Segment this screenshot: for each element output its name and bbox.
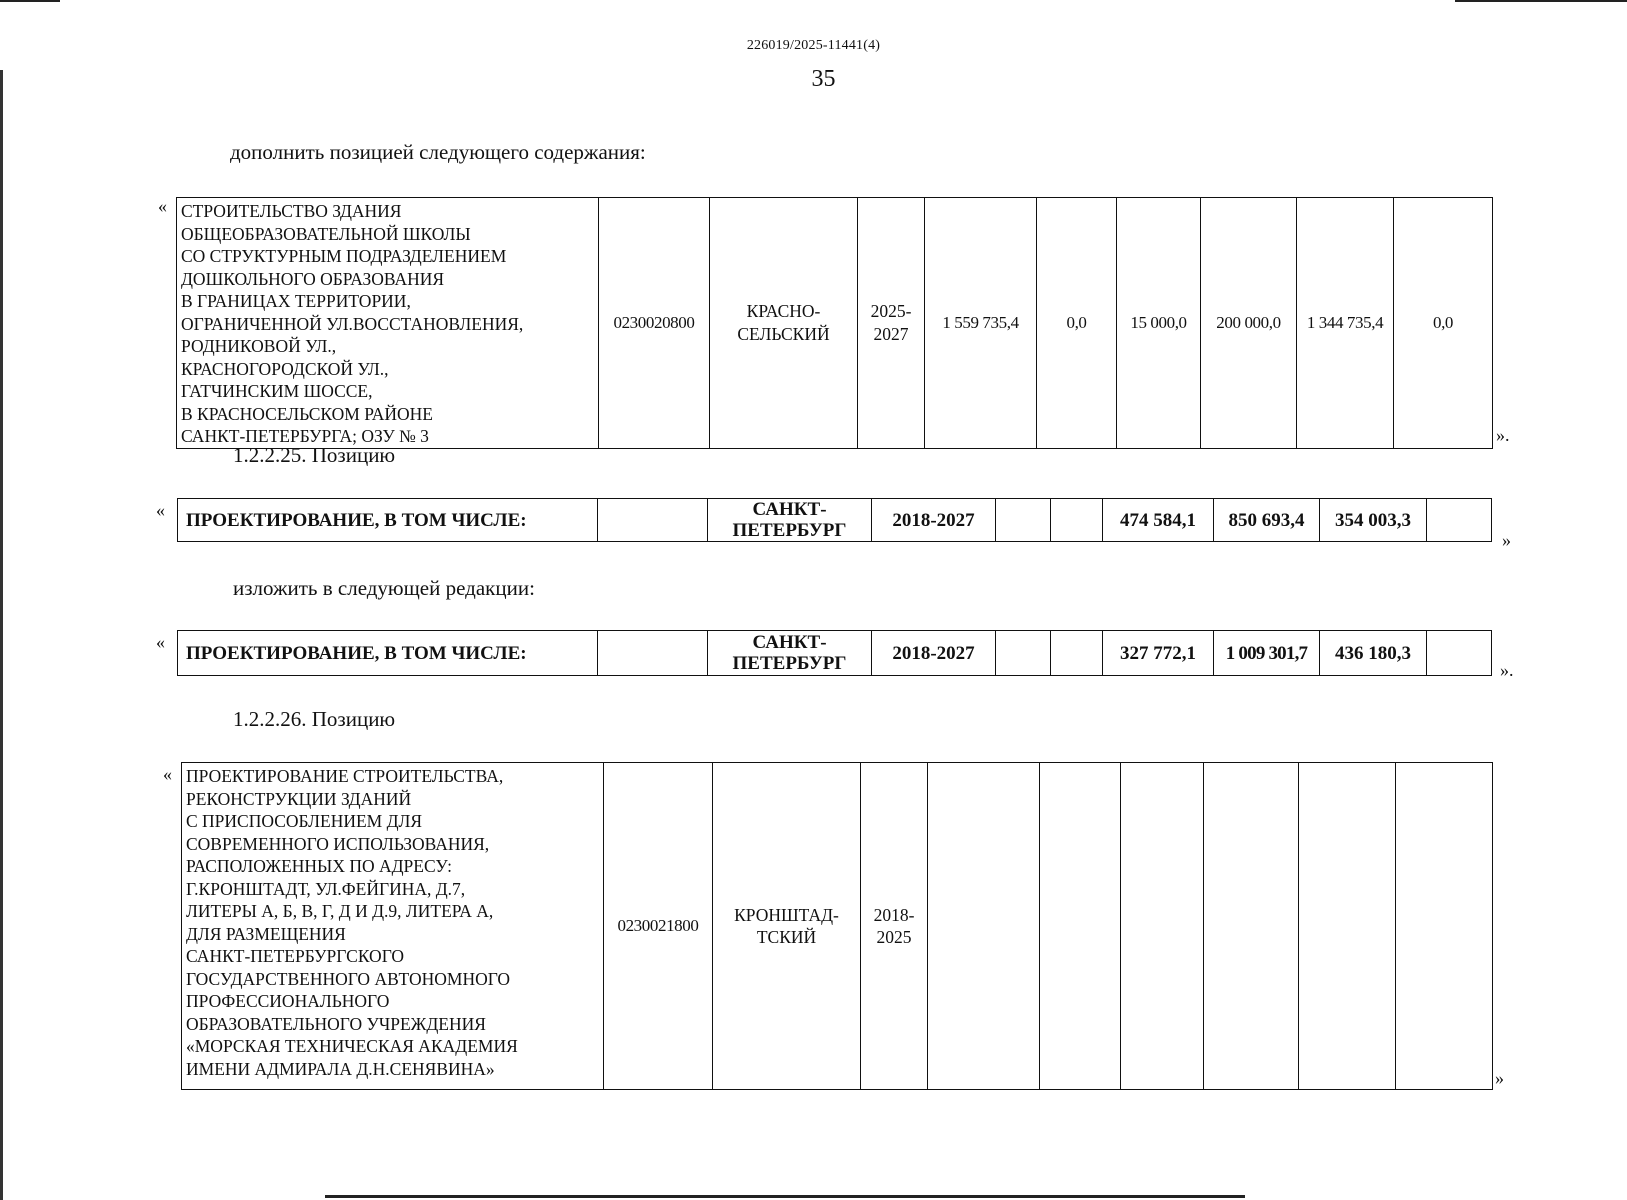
- cell-object-name: СТРОИТЕЛЬСТВО ЗДАНИЯ ОБЩЕОБРАЗОВАТЕЛЬНОЙ ШКОЛЫ СО СТРУКТУРНЫМ ПОДРАЗДЕЛЕНИЕМ ДОШКОЛЬНОГО ОБРАЗОВАНИЯ В ГРАНИЦАХ ТЕРРИТОРИИ, ОГРАНИЧЕННОЙ УЛ.ВОССТАНОВЛЕНИЯ, РОДНИКОВОЙ УЛ., КРАСНОГОРОДСКОЙ УЛ., ГАТЧИНСКИМ ШОССЕ, В КРАСНОСЕЛЬСКОМ РАЙОНЕ САНКТ-ПЕТЕРБУРГА; ОЗУ № 3: [177, 198, 599, 449]
- cell-period: 2025- 2027: [858, 198, 925, 449]
- table-added-position: [176, 197, 1493, 449]
- cell-district: САНКТ- ПЕТЕРБУРГ: [708, 499, 872, 542]
- document-id: 226019/2025-11441(4): [746, 38, 881, 53]
- table-row: [182, 763, 1493, 1090]
- cell-value: 327 772,1: [1103, 631, 1214, 676]
- open-quote: «: [163, 764, 172, 784]
- cell-value: [1396, 763, 1493, 1090]
- item-26-label: 1.2.2.26. Позицию: [233, 707, 396, 731]
- table-position-25-new: [177, 630, 1492, 676]
- cell-value: 474 584,1: [1103, 499, 1214, 542]
- open-quote: «: [158, 196, 167, 216]
- cell-value: [1051, 631, 1103, 676]
- cell-value: 850 693,4: [1214, 499, 1320, 542]
- cell-code: [598, 499, 708, 542]
- cell-value: 0,0: [1037, 198, 1117, 449]
- table-row: [178, 631, 1492, 676]
- cell-value: 1 344 735,4: [1297, 198, 1394, 449]
- cell-code: 0230020800: [599, 198, 710, 449]
- cell-value: [1204, 763, 1299, 1090]
- close-quote: ».: [1500, 660, 1514, 680]
- cell-total: 1 559 735,4: [925, 198, 1037, 449]
- cell-value: [1299, 763, 1396, 1090]
- scan-edge-left: [0, 70, 3, 1200]
- cell-value: 354 003,3: [1320, 499, 1427, 542]
- cell-district: КРАСНО- СЕЛЬСКИЙ: [710, 198, 858, 449]
- scan-edge-bottom: [325, 1195, 1245, 1198]
- cell-value: [996, 631, 1051, 676]
- item-25-label: 1.2.2.25. Позицию: [233, 443, 396, 467]
- open-quote: «: [156, 500, 165, 520]
- cell-period: 2018-2027: [872, 631, 996, 676]
- cell-value: [1051, 499, 1103, 542]
- cell-value: 15 000,0: [1117, 198, 1201, 449]
- cell-value: [1040, 763, 1121, 1090]
- table-row: [177, 198, 1493, 449]
- cell-value: [1427, 631, 1492, 676]
- table-position-25-old: [177, 498, 1492, 542]
- page-number: 35: [811, 66, 836, 92]
- close-quote: »: [1495, 1068, 1504, 1088]
- cell-value: 436 180,3: [1320, 631, 1427, 676]
- cell-object-name: ПРОЕКТИРОВАНИЕ, В ТОМ ЧИСЛЕ:: [178, 631, 598, 676]
- cell-value: 200 000,0: [1201, 198, 1297, 449]
- cell-value: [1121, 763, 1204, 1090]
- cell-period: 2018-2027: [872, 499, 996, 542]
- cell-district: САНКТ- ПЕТЕРБУРГ: [708, 631, 872, 676]
- cell-object-name: ПРОЕКТИРОВАНИЕ СТРОИТЕЛЬСТВА, РЕКОНСТРУКЦИИ ЗДАНИЙ С ПРИСПОСОБЛЕНИЕМ ДЛЯ СОВРЕМЕННОГО ИСПОЛЬЗОВАНИЯ, РАСПОЛОЖЕННЫХ ПО АДРЕСУ: Г.КРОНШТАДТ, УЛ.ФЕЙГИНА, Д.7, ЛИТЕРЫ А, Б, В, Г, Д И Д.9, ЛИТЕРА А, ДЛЯ РАЗМЕЩЕНИЯ САНКТ-ПЕТЕРБУРГСКОГО ГОСУДАРСТВЕННОГО АВТОНОМНОГО ПРОФЕССИОНАЛЬНОГО ОБРАЗОВАТЕЛЬНОГО УЧРЕЖДЕНИЯ «МОРСКАЯ ТЕХНИЧЕСКАЯ АКАДЕМИЯ ИМЕНИ АДМИРАЛА Д.Н.СЕНЯВИНА»: [182, 763, 604, 1090]
- scan-edge-top-left: [0, 0, 60, 2]
- close-quote: »: [1502, 530, 1511, 550]
- cell-object-name: ПРОЕКТИРОВАНИЕ, В ТОМ ЧИСЛЕ:: [178, 499, 598, 542]
- cell-value: [996, 499, 1051, 542]
- table-row: [178, 499, 1492, 542]
- cell-code: 0230021800: [604, 763, 713, 1090]
- cell-code: [598, 631, 708, 676]
- close-quote: ».: [1496, 425, 1510, 445]
- cell-value: 1 009 301,7: [1214, 631, 1320, 676]
- open-quote: «: [156, 632, 165, 652]
- cell-period: 2018- 2025: [861, 763, 928, 1090]
- scan-edge-top-right: [1455, 0, 1627, 2]
- cell-district: КРОНШТАД- ТСКИЙ: [713, 763, 861, 1090]
- table-position-26: [181, 762, 1493, 1090]
- cell-value: [1427, 499, 1492, 542]
- restate-paragraph: изложить в следующей редакции:: [233, 576, 535, 600]
- cell-value: [928, 763, 1040, 1090]
- intro-paragraph: дополнить позицией следующего содержания:: [230, 140, 646, 164]
- cell-value: 0,0: [1394, 198, 1493, 449]
